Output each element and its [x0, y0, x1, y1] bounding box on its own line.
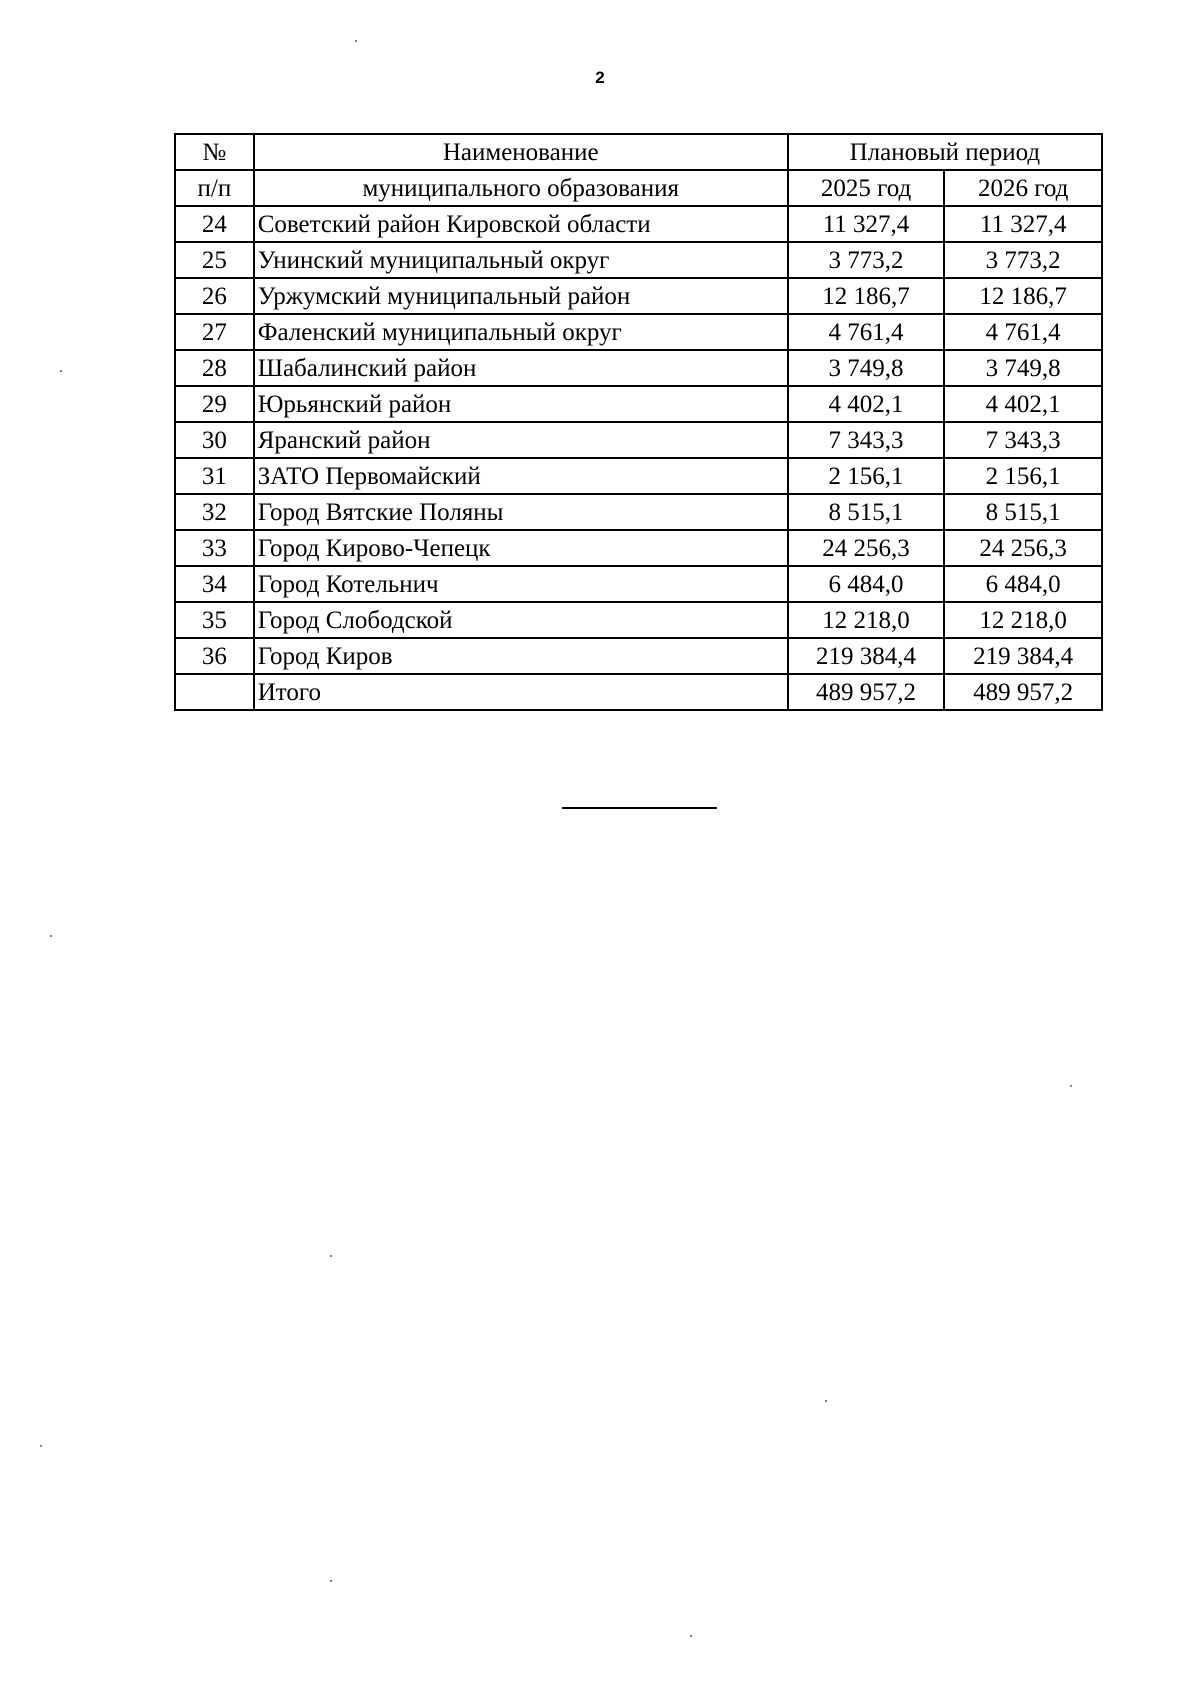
value-2025: 4 402,1 — [788, 386, 945, 422]
value-2026: 11 327,4 — [944, 206, 1102, 242]
header-year-2025: 2025 год — [788, 170, 945, 206]
municipality-name: Уржумский муниципальный район — [254, 278, 788, 314]
header-row-bottom — [175, 170, 1102, 206]
municipality-name: Шабалинский район — [254, 350, 788, 386]
total-value-2026: 489 957,2 — [944, 674, 1102, 710]
table-row — [175, 530, 1102, 566]
value-2026: 4 402,1 — [944, 386, 1102, 422]
scan-speck — [50, 935, 52, 937]
value-2025: 7 343,3 — [788, 422, 945, 458]
row-number: 28 — [175, 350, 254, 386]
municipality-name: Город Слободской — [254, 602, 788, 638]
header-planning-period: Плановый период — [788, 134, 1102, 170]
value-2025: 24 256,3 — [788, 530, 945, 566]
table-row — [175, 566, 1102, 602]
value-2025: 4 761,4 — [788, 314, 945, 350]
municipality-name: Юрьянский район — [254, 386, 788, 422]
scan-speck — [690, 1635, 692, 1637]
header-name-line2: муниципального образования — [254, 170, 788, 206]
municipality-name: Город Кирово-Чепецк — [254, 530, 788, 566]
scan-speck — [60, 370, 62, 372]
header-num-line2: п/п — [175, 170, 254, 206]
header-name-line1: Наименование — [254, 134, 788, 170]
scan-speck — [355, 40, 357, 42]
end-divider-line — [562, 807, 717, 809]
municipality-name: Унинский муниципальный округ — [254, 242, 788, 278]
page-number: 2 — [595, 68, 605, 87]
value-2026: 24 256,3 — [944, 530, 1102, 566]
value-2026: 3 773,2 — [944, 242, 1102, 278]
value-2026: 12 218,0 — [944, 602, 1102, 638]
municipality-name: Советский район Кировской области — [254, 206, 788, 242]
municipality-name: Город Котельнич — [254, 566, 788, 602]
value-2026: 8 515,1 — [944, 494, 1102, 530]
header-num-line1: № — [175, 134, 254, 170]
row-number: 34 — [175, 566, 254, 602]
value-2026: 219 384,4 — [944, 638, 1102, 674]
row-number: 33 — [175, 530, 254, 566]
municipality-name: Город Вятские Поляны — [254, 494, 788, 530]
value-2025: 8 515,1 — [788, 494, 945, 530]
row-number: 29 — [175, 386, 254, 422]
value-2025: 6 484,0 — [788, 566, 945, 602]
row-number: 25 — [175, 242, 254, 278]
table-row — [175, 422, 1102, 458]
row-number: 27 — [175, 314, 254, 350]
scan-speck — [825, 1400, 827, 1402]
row-number: 31 — [175, 458, 254, 494]
value-2026: 3 749,8 — [944, 350, 1102, 386]
scan-speck — [330, 1255, 332, 1257]
value-2025: 2 156,1 — [788, 458, 945, 494]
table-row — [175, 638, 1102, 674]
table-body — [175, 206, 1102, 710]
value-2025: 3 749,8 — [788, 350, 945, 386]
table-row — [175, 242, 1102, 278]
value-2026: 2 156,1 — [944, 458, 1102, 494]
municipal-allocation-table — [174, 133, 1103, 711]
row-number: 24 — [175, 206, 254, 242]
table-row — [175, 494, 1102, 530]
value-2025: 12 186,7 — [788, 278, 945, 314]
total-label: Итого — [254, 674, 788, 710]
table-row — [175, 350, 1102, 386]
value-2025: 3 773,2 — [788, 242, 945, 278]
total-row — [175, 674, 1102, 710]
municipality-name: Яранский район — [254, 422, 788, 458]
value-2025: 11 327,4 — [788, 206, 945, 242]
municipality-name: Город Киров — [254, 638, 788, 674]
total-row-number — [175, 674, 254, 710]
row-number: 32 — [175, 494, 254, 530]
table-row — [175, 458, 1102, 494]
table-row — [175, 206, 1102, 242]
value-2026: 12 186,7 — [944, 278, 1102, 314]
table-header — [175, 134, 1102, 206]
value-2026: 7 343,3 — [944, 422, 1102, 458]
value-2026: 4 761,4 — [944, 314, 1102, 350]
value-2025: 219 384,4 — [788, 638, 945, 674]
total-value-2025: 489 957,2 — [788, 674, 945, 710]
table-row — [175, 386, 1102, 422]
row-number: 35 — [175, 602, 254, 638]
scan-speck — [330, 1580, 332, 1582]
municipality-name: Фаленский муниципальный округ — [254, 314, 788, 350]
header-year-2026: 2026 год — [944, 170, 1102, 206]
table-row — [175, 278, 1102, 314]
row-number: 36 — [175, 638, 254, 674]
table-row — [175, 602, 1102, 638]
header-row-top — [175, 134, 1102, 170]
municipality-name: ЗАТО Первомайский — [254, 458, 788, 494]
scan-speck — [1070, 1085, 1072, 1087]
table-row — [175, 314, 1102, 350]
row-number: 30 — [175, 422, 254, 458]
value-2026: 6 484,0 — [944, 566, 1102, 602]
scan-speck — [40, 1445, 42, 1447]
row-number: 26 — [175, 278, 254, 314]
value-2025: 12 218,0 — [788, 602, 945, 638]
